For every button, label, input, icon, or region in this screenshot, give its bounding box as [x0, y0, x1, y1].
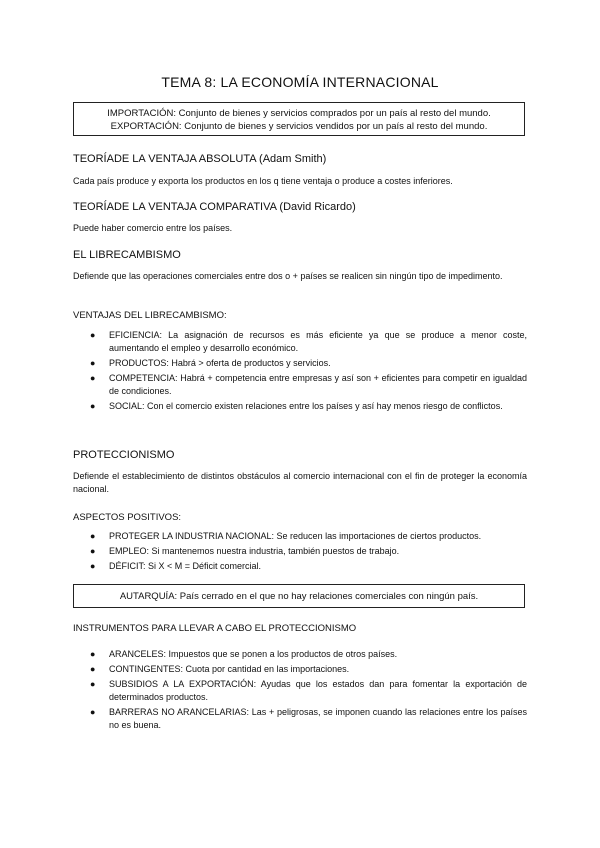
autarky-box — [73, 584, 525, 608]
bullet-icon: ● — [90, 531, 96, 541]
list-item: ● SUBSIDIOS A LA EXPORTACIÓN: Ayudas que los estados dan para fomentar la exportación de determinados productos. — [90, 679, 527, 702]
bullet-icon: ● — [90, 546, 96, 556]
export-definition: EXPORTACIÓN: Conjunto de bienes y servicios vendidos por un país al resto del mundo. — [110, 121, 488, 132]
definitions-box — [73, 102, 525, 136]
bullet-icon: ● — [90, 679, 96, 689]
comparative-advantage-text: Puede haber comercio entre los países. — [73, 223, 233, 233]
free-trade-text: Defiende que las operaciones comerciales entre dos o + países se realicen sin ningún tipo de impedimento. — [73, 271, 503, 281]
positive-aspects-list — [73, 530, 527, 575]
bullet-icon: ● — [90, 401, 96, 411]
autarky-definition: AUTARQUÍA: País cerrado en el que no hay relaciones comerciales con ningún país. — [119, 591, 479, 602]
absolute-advantage-text: Cada país produce y exporta los productos en los q tiene ventaja o produce a costes inferiores. — [73, 176, 453, 186]
bullet-icon: ● — [90, 358, 96, 368]
bullet-icon: ● — [90, 649, 96, 659]
list-item: ● CONTINGENTES: Cuota por cantidad en las importaciones. — [90, 664, 350, 674]
list-item: ● EMPLEO: Si mantenemos nuestra industria, también puestos de trabajo. — [90, 546, 400, 556]
comparative-advantage-heading: TEORÍADE LA VENTAJA COMPARATIVA (David Ricardo) — [73, 201, 356, 213]
absolute-advantage-heading: TEORÍADE LA VENTAJA ABSOLUTA (Adam Smith) — [73, 153, 327, 165]
list-item: ● SOCIAL: Con el comercio existen relaciones entre los países y así hay menos riesgo de conflictos. — [90, 401, 503, 411]
list-item: ● BARRERAS NO ARANCELARIAS: Las + peligrosas, se imponen cuando las relaciones entre los países no es buena. — [90, 707, 527, 730]
list-item: ● COMPETENCIA: Habrá + competencia entre empresas y así son + eficientes para competir en igualdad de condiciones. — [90, 373, 527, 396]
protectionism-text: Defiende el establecimiento de distintos obstáculos al comercio internacional con el fin de proteger la economía nacional. — [73, 471, 527, 494]
bullet-icon: ● — [90, 707, 96, 717]
list-item: ● PRODUCTOS: Habrá > oferta de productos y servicios. — [90, 358, 331, 368]
advantages-list — [73, 329, 527, 415]
bullet-icon: ● — [90, 373, 96, 383]
instruments-list — [73, 648, 527, 734]
protectionism-heading: PROTECCIONISMO — [73, 449, 175, 461]
instruments-heading: INSTRUMENTOS PARA LLEVAR A CABO EL PROTECCIONISMO — [73, 623, 357, 634]
list-item: ● DÉFICIT: Si X < M = Déficit comercial. — [90, 561, 262, 571]
page-title: TEMA 8: LA ECONOMÍA INTERNACIONAL — [161, 74, 439, 90]
bullet-icon: ● — [90, 664, 96, 674]
free-trade-heading: EL LIBRECAMBISMO — [73, 249, 181, 261]
list-item: ● ARANCELES: Impuestos que se ponen a los productos de otros países. — [90, 649, 398, 659]
bullet-icon: ● — [90, 561, 96, 571]
list-item: ● EFICIENCIA: La asignación de recursos es más eficiente ya que se produce a menor coste, aumentando el empleo y desarrollo económico. — [90, 330, 527, 353]
advantages-heading: VENTAJAS DEL LIBRECAMBISMO: — [73, 310, 227, 321]
list-item: ● PROTEGER LA INDUSTRIA NACIONAL: Se reducen las importaciones de ciertos productos. — [90, 531, 482, 541]
import-definition: IMPORTACIÓN: Conjunto de bienes y servicios comprados por un país al resto del mundo. — [107, 108, 491, 119]
positive-aspects-heading: ASPECTOS POSITIVOS: — [73, 512, 182, 523]
bullet-icon: ● — [90, 330, 96, 340]
